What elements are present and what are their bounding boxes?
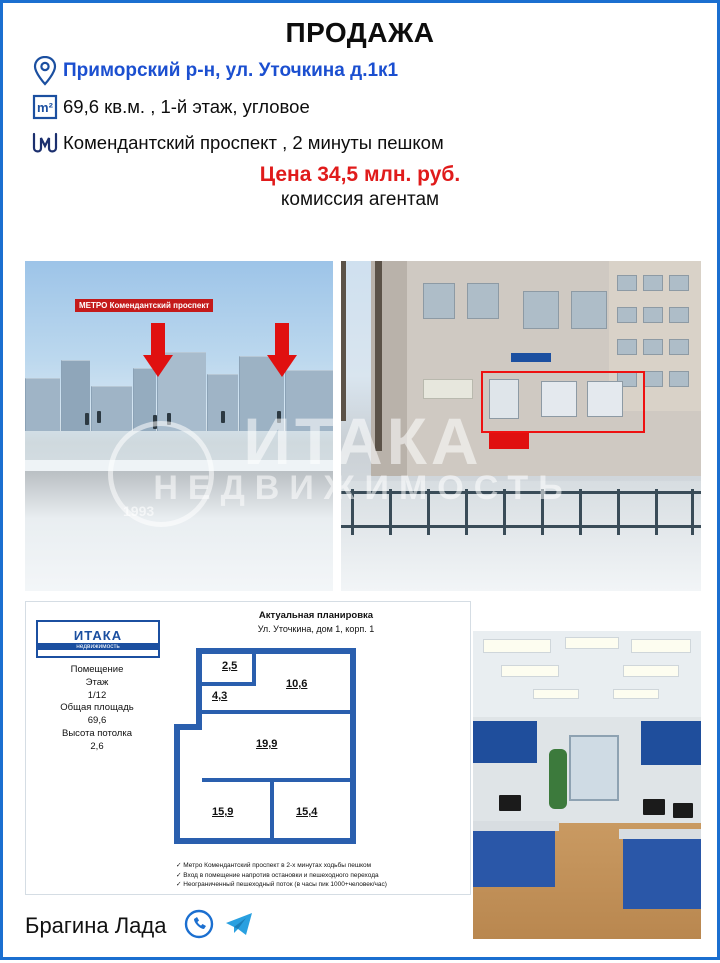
map-pin-icon [27,56,63,86]
listing-metro: Комендантский проспект , 2 минуты пешком [63,132,444,153]
itaka-logo [36,620,160,658]
listing-address: Приморский р-н, ул. Уточкина д.1к1 [63,60,399,81]
tree-trunk [341,261,346,421]
road [25,471,333,591]
phone-icon[interactable] [184,909,214,944]
photo-floor-plan[interactable] [25,601,471,895]
room-label: 15,4 [296,806,318,818]
wall-cabinet [473,721,537,763]
listing-price: Цена 34,5 млн. руб. [259,163,461,186]
wall-cabinet [641,721,701,765]
pedestrian [167,413,171,425]
listing-header [3,3,717,215]
spec-line: Помещение [70,664,124,675]
telegram-icon[interactable] [224,909,254,944]
monitor [673,803,693,818]
tree-trunk [375,261,382,451]
photo-building-facade[interactable] [341,261,701,591]
monitor [643,799,665,815]
pedestrian [153,415,157,429]
desk [473,827,555,887]
highlight-box [481,371,645,433]
facade-sign [423,379,473,399]
plan-drawing [174,638,424,848]
spec-line: Высота потолка [62,728,132,740]
plan-notes [176,861,466,890]
room-label: 19,9 [256,738,278,750]
itaka-logo-subtext: недвижимость [38,643,158,650]
facade [371,261,701,476]
photo-street-metro[interactable] [25,261,333,591]
spec-line: 2,6 [90,740,104,752]
desk-top [473,821,559,831]
agent-name: Брагина Лада [25,913,167,938]
spec-line: Этаж [85,676,109,688]
listing-commission: комиссия агентам [280,189,440,210]
room-label: 10,6 [286,678,308,690]
door-callout [489,433,529,449]
desk-top [619,829,701,839]
plant [549,749,567,809]
itaka-logo-text: ИТАКА [73,628,123,643]
pedestrian [277,411,281,423]
spec-line: 69,6 [87,715,107,727]
listing-info-list [13,55,707,159]
room-label: 4,3 [212,690,228,702]
plan-specs [30,664,164,754]
itaka-sign [511,353,551,362]
pedestrian [97,411,101,423]
plan-note: ✓ Вход в помещение напротив остановки и пешеходного перехода [176,871,379,879]
watermark-year: 1993 [123,503,155,519]
footer [3,895,720,957]
listing-area-floor: 69,6 кв.м. , 1-й этаж, угловое [63,96,310,117]
window [569,735,619,801]
plan-note: ✓ Метро Комендантский проспект в 2-х минутах ходьбы пешком [176,861,372,869]
spec-line: 1/12 [87,689,107,701]
room-label: 15,9 [212,806,234,818]
page-title: ПРОДАЖА [285,17,435,48]
plan-title: Актуальная планировка [258,610,374,621]
info-row-metro [27,127,707,159]
info-row-address [27,55,707,87]
svg-text:m²: m² [37,100,53,115]
watermark-main: ИТАКА [243,404,483,478]
metal-fence [341,485,701,539]
pedestrian [85,413,89,425]
ceiling [473,631,701,717]
metro-spb-icon [27,130,63,156]
plan-subtitle: Ул. Уточкина, дом 1, корп. 1 [257,624,375,634]
room-label: 2,5 [222,660,238,672]
watermark-sub: НЕДВИЖИМОСТЬ [153,469,573,507]
spec-line: Общая площадь [60,702,134,714]
monitor [499,795,521,811]
pedestrian [221,411,225,423]
contact-icons [184,909,254,944]
square-meters-icon [27,93,63,121]
photo-office-interior[interactable] [473,631,701,939]
metro-callout-label: МЕТРО Комендантский проспект [75,299,213,312]
info-row-area [27,91,707,123]
plan-note: ✓ Неограниченный пешеходный поток (в часы пик 1000+человек/час) [176,881,387,889]
